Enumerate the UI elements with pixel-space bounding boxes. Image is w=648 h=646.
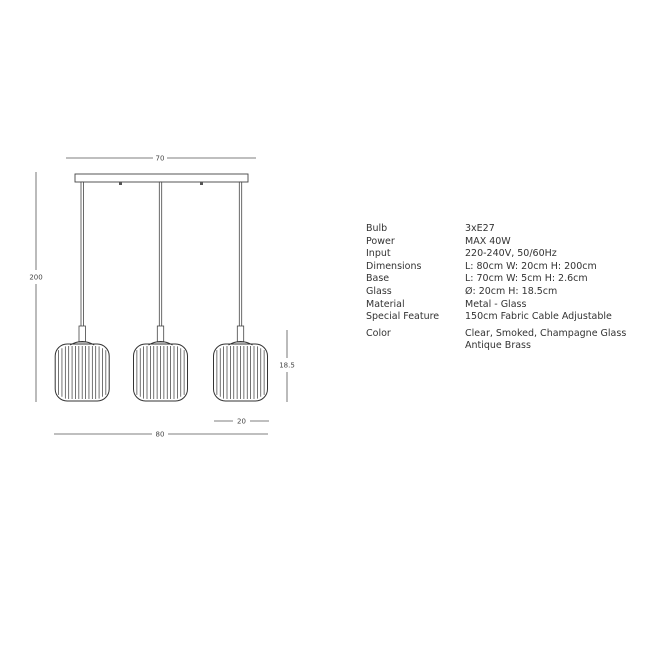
spec-row-special-feature — [366, 311, 626, 324]
lamp-holder — [237, 326, 243, 342]
spec-value: 220-240V, 50/60Hz — [465, 248, 557, 260]
lamp-holder — [79, 326, 85, 342]
spec-label: Base — [366, 273, 390, 285]
spec-row-glass — [366, 286, 626, 299]
spec-label: Glass — [366, 285, 392, 297]
shade-3 — [214, 326, 268, 401]
spec-row-dimensions — [366, 261, 626, 274]
spec-value: Metal - Glass — [465, 298, 527, 310]
spec-row-input — [366, 248, 626, 261]
shade-1 — [55, 326, 109, 401]
spec-row-bulb — [366, 223, 626, 236]
spec-value: MAX 40W — [465, 235, 511, 247]
spec-row-base — [366, 273, 626, 286]
spec-value: Ø: 20cm H: 18.5cm — [465, 285, 558, 297]
spec-value: 150cm Fabric Cable Adjustable — [465, 311, 612, 323]
spec-label: Power — [366, 235, 395, 247]
spec-row-color — [366, 328, 626, 353]
shade-width-label: 20 — [237, 417, 246, 426]
spec-value-line: Clear, Smoked, Champagne Glass — [465, 327, 627, 339]
total-width-label: 80 — [155, 430, 165, 439]
shade-height-label: 18.5 — [279, 361, 295, 370]
spec-label: Input — [366, 248, 391, 260]
spec-value: L: 70cm W: 5cm H: 2.6cm — [465, 273, 588, 285]
spec-value — [465, 328, 626, 353]
spec-row-power — [366, 236, 626, 249]
top-width-label: 70 — [155, 154, 165, 163]
spec-label: Special Feature — [366, 311, 440, 323]
pendant-cables — [81, 182, 242, 327]
spec-value: L: 80cm W: 20cm H: 200cm — [465, 260, 597, 272]
height-label: 200 — [29, 273, 43, 282]
spec-label: Material — [366, 298, 405, 310]
shade-2 — [134, 326, 188, 401]
spec-label: Dimensions — [366, 260, 422, 272]
spec-value: 3xE27 — [465, 223, 495, 234]
spec-value-line: Antique Brass — [465, 340, 531, 352]
spec-table — [366, 223, 626, 353]
spec-label: Color — [366, 327, 391, 339]
glass-shades — [55, 326, 267, 401]
spec-label: Bulb — [366, 223, 388, 234]
spec-row-material — [366, 299, 626, 312]
lamp-holder — [157, 326, 163, 342]
